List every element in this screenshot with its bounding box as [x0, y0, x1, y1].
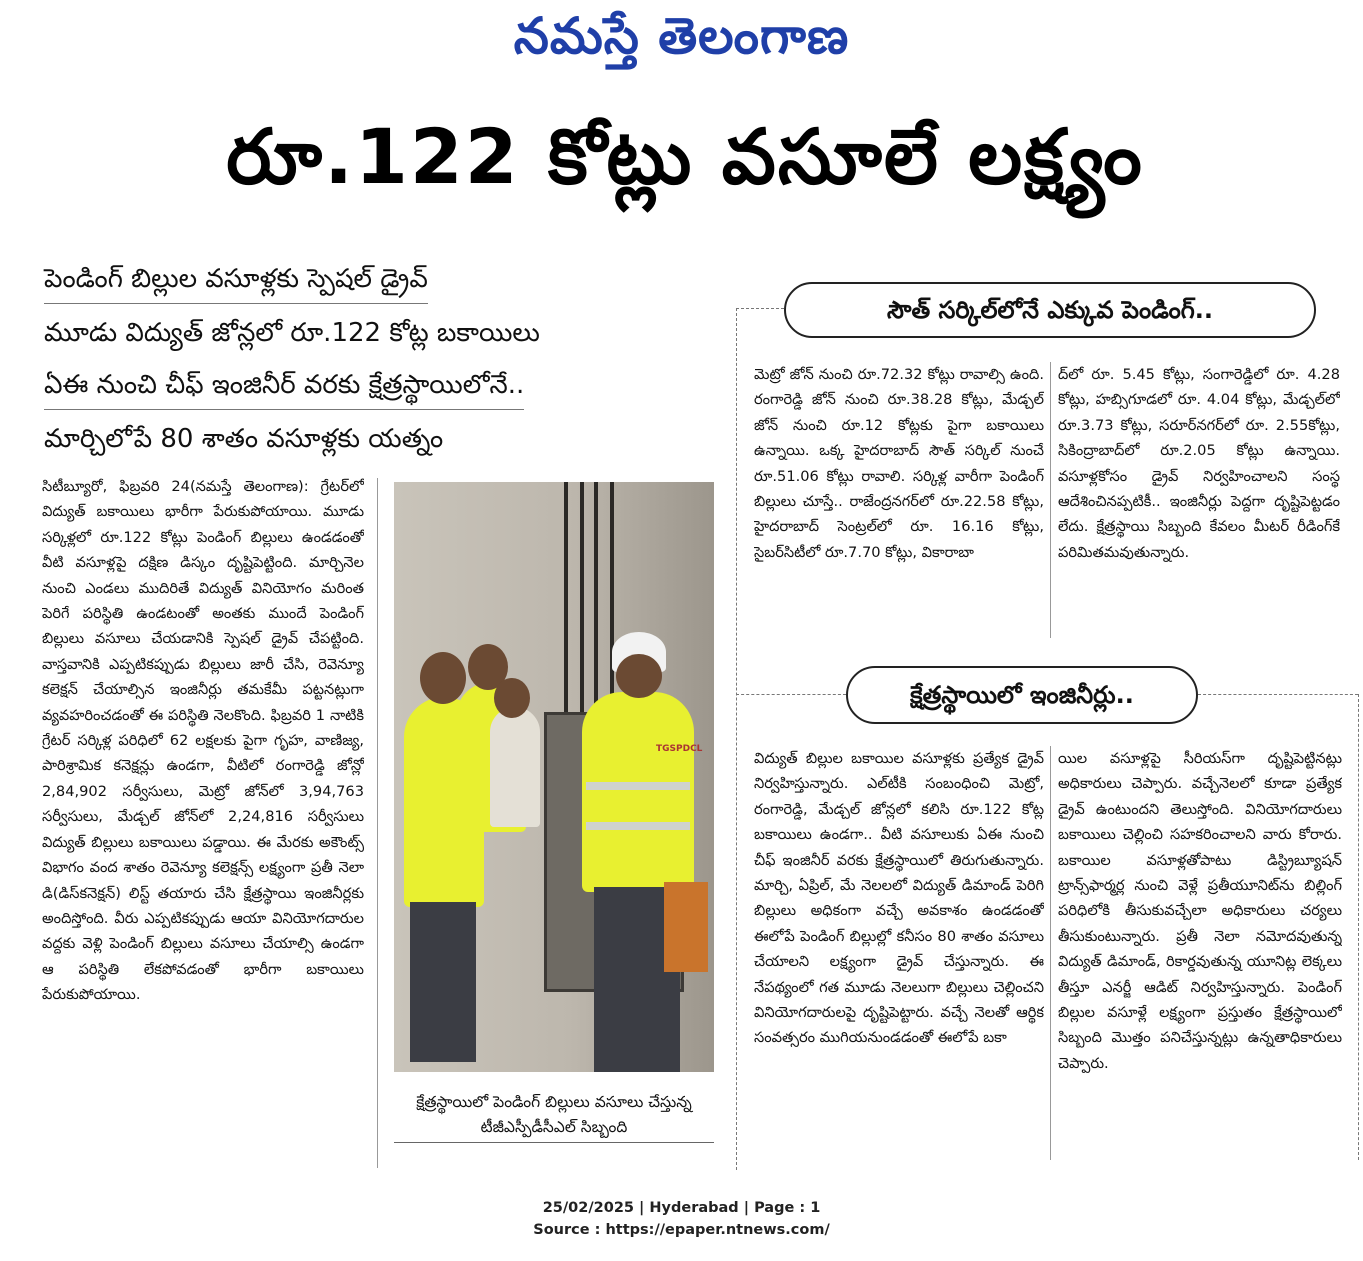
- masthead: నమస్తే తెలంగాణ: [513, 6, 850, 65]
- body-text-right-4: యిల వసూళ్లపై సీరియస్‌గా దృష్టిపెట్టినట్లు అధికారులు చెప్పారు. వచ్చేనెలలో కూడా ప్రత్యేక డ్రైవ్ ఉంటుందని తెలుస్తోంది. వినియోగదారులు బకాయిలు చెల్లించి సహకరించాలని వారు కోరారు. బకాయిల వసూళ్లతోపాటు డిస్ట్రిబ్యూషన్ ట్రాన్స్‌ఫార్మర్ల నుంచి వెళ్లే ప్రతీయూనిట్‌ను బిల్లింగ్ పరిధిలోకి తీసుకువచ్చేలా అధికారులు చర్యలు తీసుకుంటున్నారు. ప్రతీ నెలా నమోదవుతున్న విద్యుత్ డిమాండ్, రికార్డవుతున్న యూనిట్ల లెక్కలు తీస్తూ ఎనర్జీ ఆడిట్ నిర్వహిస్తున్నారు. పెండింగ్ బిల్లుల వసూళ్లే లక్ష్యంగా ప్రస్తుతం క్షేత్రస్థాయిలో సిబ్బంది మొత్తం పనిచేస్తున్నట్లు ఉన్నతాధికారులు చెప్పారు.: [1058, 750, 1342, 1072]
- box-rule-top-2b: [1198, 694, 1358, 695]
- news-photo: [394, 482, 714, 1072]
- box-rule-top-2: [736, 694, 846, 695]
- worker-figure-4: [582, 692, 694, 892]
- subheading-box-engineers: క్షేత్రస్థాయిలో ఇంజినీర్లు..: [846, 666, 1198, 724]
- photo-caption: క్షేత్రస్థాయిలో పెండింగ్ బిల్లులు వసూలు చేస్తున్న టీజీఎస్పీడీసీఎల్ సిబ్బంది: [394, 1090, 714, 1143]
- deck-line-4: మార్చిలోపే 80 శాతం వసూళ్లకు యత్నం: [44, 424, 444, 454]
- column-divider-right-1: [1050, 362, 1051, 638]
- deck-line-2: మూడు విద్యుత్ జోన్లలో రూ.122 కోట్ల బకాయిలు: [44, 318, 540, 348]
- column-divider-right-2: [1050, 746, 1051, 1160]
- deck-line-3: ఏఈ నుంచి చీఫ్ ఇంజినీర్ వరకు క్షేత్రస్థాయిలోనే..: [44, 370, 524, 410]
- footer-date-line: 25/02/2025 | Hyderabad | Page : 1: [542, 1200, 821, 1216]
- vest-logo: TGSPDCL: [656, 744, 703, 754]
- body-text-right-1: మెట్రో జోన్ నుంచి రూ.72.32 కోట్లు రావాల్సి ఉంది. రంగారెడ్డి జోన్ నుంచి రూ.38.28 కోట్లు, మేడ్చల్ జోన్ నుంచి రూ.12 కోట్లకు పైగా బకాయిలు ఉన్నాయి. ఒక్క హైదరాబాద్ సౌత్ సర్కిల్ నుంచే రూ.51.06 కోట్లు రావాలి. సర్కిళ్ల వారీగా పెండింగ్ బిల్లులు చూస్తే.. రాజేంద్రనగర్‌లో రూ.22.58 కోట్లు, హైదరాబాద్ సెంట్రల్‌లో రూ. 16.16 కోట్లు, సైబర్‌సిటీలో రూ.7.70 కోట్లు, వికారాబా: [754, 366, 1044, 561]
- worker-figure-3: [490, 707, 540, 827]
- box-rule-vertical-right: [1358, 694, 1359, 1160]
- box-rule-top-1: [736, 308, 784, 309]
- box-rule-vertical: [736, 308, 737, 1170]
- column-divider-left: [377, 478, 378, 1168]
- deck-line-1: పెండింగ్ బిల్లుల వసూళ్లకు స్పెషల్ డ్రైవ్: [44, 264, 428, 304]
- footer-source-line: Source : https://epaper.ntnews.com/: [533, 1222, 830, 1238]
- shrine-decoration: [664, 882, 708, 972]
- body-text-right-2: ద్‌లో రూ. 5.45 కోట్లు, సంగారెడ్డిలో రూ. 4.28 కోట్లు, హబ్సిగూడలో రూ. 4.04 కోట్లు, మేడ్చల్‌లో రూ.3.73 కోట్లు, సరూర్‌నగర్‌లో రూ. 2.55కోట్లు, సికింద్రాబాద్‌లో రూ.2.05 కోట్లు ఉన్నాయి. వసూళ్లకోసం డ్రైవ్ నిర్వహించాలని సంస్థ ఆదేశించినప్పటికీ.. ఇంజినీర్లు పెద్దగా దృష్టిపెట్టడం లేదు. క్షేత్రస్థాయి సిబ్బంది కేవలం మీటర్ రీడింగ్‌కే పరిమితమవుతున్నారు.: [1058, 366, 1340, 561]
- headline: రూ.122 కోట్లు వసూలే లక్ష్యం: [226, 112, 1144, 201]
- subheading-box-south-circle: సౌత్ సర్కిల్‌లోనే ఎక్కువ పెండింగ్..: [784, 282, 1316, 338]
- body-text-left: సిటీబ్యూరో, ఫిబ్రవరి 24(నమస్తే తెలంగాణ): గ్రేటర్‌లో విద్యుత్ బకాయిలు భారీగా పేరుకుపోయాయి. మూడు సర్కిళ్లలో రూ.122 కోట్లు పెండింగ్ బిల్లులు ఉండడంతో వీటి వసూళ్లపై దక్షిణ డిస్కం దృష్టిపెట్టింది. మార్చినెల నుంచి ఎండలు ముదిరితే విద్యుత్ వినియోగం మరింత పెరిగే పరిస్థితి ఉండటంతో అంతకు ముందే పెండింగ్ బిల్లులు వసూలు చేయడానికి స్పెషల్ డ్రైవ్ చేపట్టింది. వాస్తవానికి ఎప్పటికప్పుడు బిల్లులు జారీ చేసి, రెవెన్యూ కలెక్షన్ చేయాల్సిన ఇంజినీర్లు తమకేమీ పట్టనట్లుగా వ్యవహరించడంతో ఈ పరిస్థితి నెలకొంది. ఫిబ్రవరి 1 నాటికి గ్రేటర్ సర్కిళ్ల పరిధిలో 62 లక్షలకు పైగా గృహ, వాణిజ్య, పారిశ్రామిక కనెక్షన్లు ఉండగా, వీటిలో రంగారెడ్డి జోన్లో 2,84,902 సర్వీసులు, మెట్రో జోన్‌లో 3,94,763 సర్వీసులు, మేడ్చల్ జోన్‌లో 2,24,816 సర్వీసులు విద్యుత్ బిల్లులు బకాయిలు పడ్డాయి. ఈ మేరకు అకౌంట్స్ విభాగం వంద శాతం రెవెన్యూ కలెక్షన్స్ లక్ష్యంగా ప్రతీ నెలా డి(డిస్‌కనెక్షన్) లిస్ట్ తయారు చేసి క్షేత్రస్థాయి ఇంజినీర్లకు అందిస్తోంది. వీరు ఎప్పటికప్పుడు ఆయా వినియోగదారుల వద్దకు వెళ్లి పెండింగ్ బిల్లులు వసూలు చేయాల్సి ఉండగా ఆ పరిస్థితి లేకపోవడంతో భారీగా బకాయిలు పేరుకుపోయాయి.: [42, 478, 364, 1004]
- body-text-right-3: విద్యుత్ బిల్లుల బకాయిల వసూళ్లకు ప్రత్యేక డ్రైవ్ నిర్వహిస్తున్నారు. ఎల్‌టీకి సంబంధించి మెట్రో, రంగారెడ్డి, మేడ్చల్ జోన్లలో కలిసి రూ.122 కోట్ల బకాయిలు ఉండగా.. వీటి వసూలుకు ఏఈ నుంచి చీఫ్ ఇంజినీర్ వరకు క్షేత్రస్థాయిలో తిరుగుతున్నారు. మార్చి, ఏప్రిల్, మే నెలలలో విద్యుత్ డిమాండ్ పెరిగి బిల్లులు అధికంగా వచ్చే అవకాశం ఉండడంతో ఈలోపే పెండింగ్ బిల్లుల్లో కనీసం 80 శాతం వసూలు చేయాలని లక్ష్యంగా డ్రైవ్ చేస్తున్నారు. ఈ నేపథ్యంలో గత మూడు నెలలుగా బిల్లులు చెల్లించని వినియోగదారులపై దృష్టిపెట్టారు. వచ్చే నెలతో ఆర్థిక సంవత్సరం ముగియనుండడంతో ఈలోపే బకా: [754, 750, 1044, 1047]
